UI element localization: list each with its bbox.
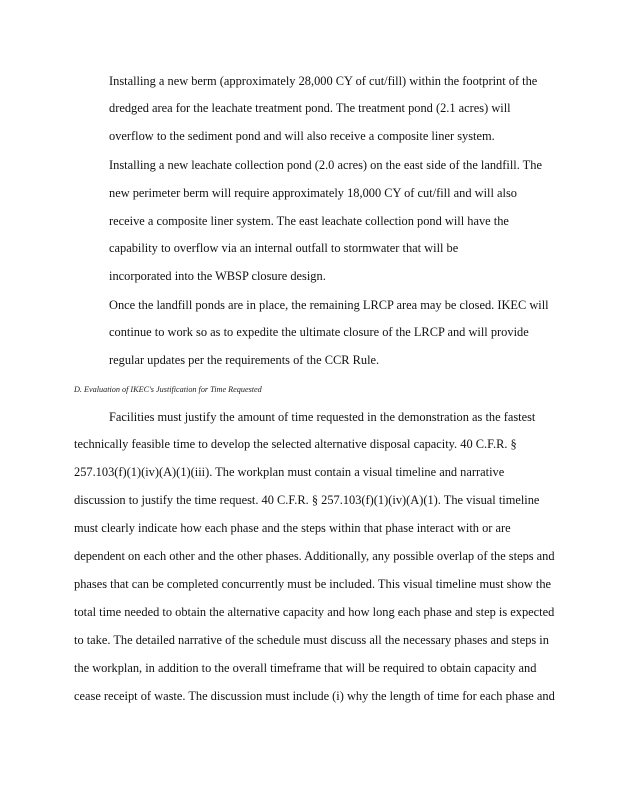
bullet-line: Installing a new berm (approximately 28,000 CY of cut/fill) within the footprint of the (109, 74, 538, 88)
paragraph-line: cease receipt of waste. The discussion must include (i) why the length of time for each phase and (74, 689, 555, 703)
bullet-line: continue to work so as to expedite the ultimate closure of the LRCP and will provide (109, 325, 529, 339)
bullet-marker-icon (89, 158, 101, 172)
paragraph-line: phases that can be completed concurrently must be included. This visual timeline must show the (74, 577, 552, 591)
bullet-line: incorporated into the WBSP closure design. (109, 269, 326, 283)
paragraph-line: Facilities must justify the amount of time requested in the demonstration as the fastest (109, 410, 536, 424)
paragraph-line: total time needed to obtain the alternative capacity and how long each phase and step is expected (74, 605, 555, 619)
paragraph-line: to take. The detailed narrative of the schedule must discuss all the necessary phases and steps in (74, 633, 549, 647)
bullet-line: Installing a new leachate collection pond (2.0 acres) on the east side of the landfill. The (109, 158, 542, 172)
paragraph-line: 257.103(f)(1)(iv)(A)(1)(iii). The workplan must contain a visual timeline and narrative (74, 465, 505, 479)
paragraph-line: technically feasible time to develop the selected alternative disposal capacity. 40 C.F.R. § (74, 437, 517, 451)
paragraph-line: the workplan, in addition to the overall timeframe that will be required to obtain capacity and (74, 661, 537, 675)
bullet-line: dredged area for the leachate treatment pond. The treatment pond (2.1 acres) will (109, 101, 511, 115)
bullet-line: capability to overflow via an internal outfall to stormwater that will be (109, 241, 459, 255)
section-heading: D. Evaluation of IKEC's Justification for Time Requested (74, 385, 262, 394)
bullet-marker-icon (89, 298, 101, 312)
bullet-line: new perimeter berm will require approximately 18,000 CY of cut/fill and will also (109, 186, 517, 200)
bullet-line: overflow to the sediment pond and will also receive a composite liner system. (109, 129, 495, 143)
paragraph-line: dependent on each other and the other phases. Additionally, any possible overlap of the steps and (74, 549, 555, 563)
paragraph-line: discussion to justify the time request. 40 C.F.R. § 257.103(f)(1)(iv)(A)(1). The visual timeline (74, 493, 540, 507)
bullet-line: regular updates per the requirements of the CCR Rule. (109, 353, 380, 367)
paragraph-line: must clearly indicate how each phase and the steps within that phase interact with or are (74, 521, 511, 535)
bullet-line: receive a composite liner system. The east leachate collection pond will have the (109, 214, 509, 228)
bullet-marker-icon (89, 74, 101, 88)
bullet-line: Once the landfill ponds are in place, the remaining LRCP area may be closed. IKEC will (109, 298, 549, 312)
